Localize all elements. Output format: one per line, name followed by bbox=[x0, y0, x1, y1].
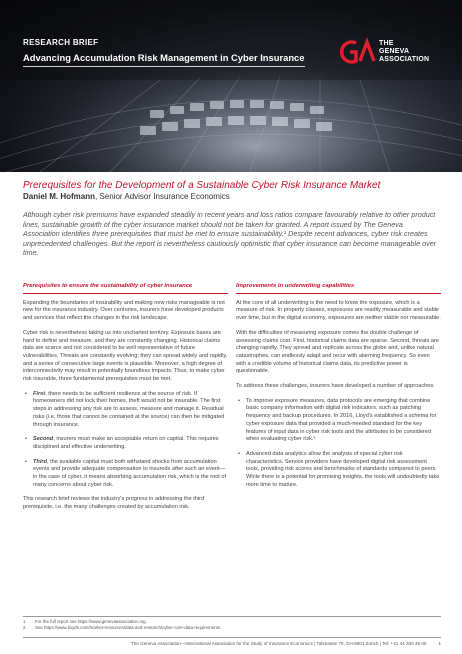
list-item: • To improve exposure measures, data protocols are emerging that combine basic company information with digital risk indicators, such as patching frequency and backup procedures. In 2016, Lloyd's established a schema for cyber exposure data that provided a much-needed standard for the key features of input data in cyber risk tools and the attributes to be considered when evaluating cyber risk.² bbox=[236, 398, 441, 444]
byline bbox=[23, 192, 230, 201]
paragraph: At the core of all underwriting is the need to know the exposure, which is a measure of risk. In property classes, exposures are readily measurable and stable over time, but in the digital economy, exposures are neither stable nor measurable. bbox=[236, 299, 441, 322]
paragraph: With the difficulties of measuring exposure comes the double challenge of assessing claims cost. First, historical claims data are sparse. Second, threats are changing rapidly. They spread and replicate across the globe and, unlike natural catastrophes, can endlessly adapt and recur with alarming frequency. So even with a credible volume of historical claims data, its predictive power is questionable. bbox=[236, 329, 440, 375]
footer-text: The Geneva Association—International Association for the Study of Insurance Economics | Talstrasse 70, CH-8001 Zurich | Tel: +41 44 200 49 00 bbox=[130, 641, 427, 646]
right-column bbox=[236, 283, 441, 496]
geneva-association-logo[interactable] bbox=[340, 37, 440, 67]
left-column bbox=[23, 283, 228, 519]
footnote: 1 For the full report see https://www.genevaassociation.org. bbox=[23, 619, 147, 624]
keyboard-illustration bbox=[0, 0, 462, 172]
list-item: • Third, the available capital must both withstand shocks from accumulation events and provide adequate compensation to insureds after such an event—in the case of cyber, it means absorbing accumulation risk, which is the root of many concerns about cyber risk. bbox=[23, 459, 228, 490]
footnote-link[interactable]: See https://www.lloyds.com/market-resources/data-and-research/cyber-core-data-requirements. bbox=[35, 625, 222, 630]
prerequisites-list bbox=[23, 391, 228, 490]
hero-banner bbox=[0, 0, 462, 172]
paragraph: Expanding the boundaries of insurability and making new risks manageable is not new for the insurance industry. Over centuries, insurers have developed products and services that reflect the changes in the risk landscape. bbox=[23, 299, 225, 322]
page-number: 1 bbox=[438, 641, 441, 646]
intro-paragraph: Although cyber risk premiums have expanded steadily in recent years and loss ratios compare favourably relative to other product lines, sustainable growth of the cyber insurance market should not be taken for granted. A report issued by The Geneva Association identifies three prerequisites that must be met to ensure sustainability.¹ Despite recent advances, cyber risk creates unprecedented challenges. But the report is nevertheless cautiously optimistic that cyber insurance can become manageable over time. bbox=[23, 210, 437, 258]
paragraph: This research brief reviews the industry's progress in addressing the third prerequisite, i.e. the many challenges created by accumulation risk. bbox=[23, 496, 205, 511]
page-footer bbox=[23, 637, 441, 646]
approaches-list bbox=[236, 398, 441, 490]
list-item: • First, there needs to be sufficient resilience at the source of risk. If homeowners did not lock their homes, theft would not be insurable. The first steps in addressing any risk are to assess, measure and manage it. Residual risks (i.e. those that cannot be contained at the source) can then be mitigated through insurance. bbox=[23, 391, 228, 430]
footnotes bbox=[23, 616, 441, 631]
list-item: • Second, insurers must make an acceptable return on capital. This requires disciplined and effective underwriting. bbox=[23, 436, 228, 451]
article-headline: Prerequisites for the Development of a Sustainable Cyber Risk Insurance Market bbox=[23, 180, 381, 191]
list-item: • Advanced data analytics allow the analysis of special cyber risk characteristics. Service providers have developed digital risk assessment tools, providing risk scores and benchmarks of standards compared to peers. While there is a potential for promising insights, the tools will undoubtedly take more time to mature. bbox=[236, 451, 441, 490]
brief-label: RESEARCH BRIEF bbox=[23, 38, 99, 47]
footnote: 2 See https://www.lloyds.com/market-resources/data-and-research/cyber-core-data-requirements. bbox=[23, 625, 222, 630]
ga-logo-icon bbox=[340, 37, 376, 67]
section-heading-underwriting: Improvements in underwriting capabilities bbox=[236, 283, 441, 294]
brief-title: Advancing Accumulation Risk Management in Cyber Insurance bbox=[23, 52, 305, 67]
author-role: , Senior Advisor Insurance Economics bbox=[95, 192, 230, 201]
logo-wordmark: THE GENEVA ASSOCIATION bbox=[379, 40, 430, 63]
author-name: Daniel M. Hofmann bbox=[23, 192, 96, 201]
paragraph: Cyber risk is nevertheless taking us into uncharted territory. Exposure bases are hard to define and measure, and they are constantly changing. Historical claims data are scarce and not considered to be well representative of future vulnerabilities. Threats are constantly evolving; they can spread widely and rapidly, and a series of consecutive large events is plausible. Moreover, a high degree of interconnectivity may result in potentially boundless impacts. Thus, to make cyber risk insurable, three fundamental prerequisites must be met. bbox=[23, 329, 228, 383]
section-heading-prerequisites: Prerequisites to ensure the sustainability of cyber insurance bbox=[23, 283, 228, 294]
paragraph: To address these challenges, insurers have developed a number of approaches. bbox=[236, 383, 435, 390]
footnote-link[interactable]: For the full report see https://www.genevaassociation.org. bbox=[35, 619, 147, 624]
